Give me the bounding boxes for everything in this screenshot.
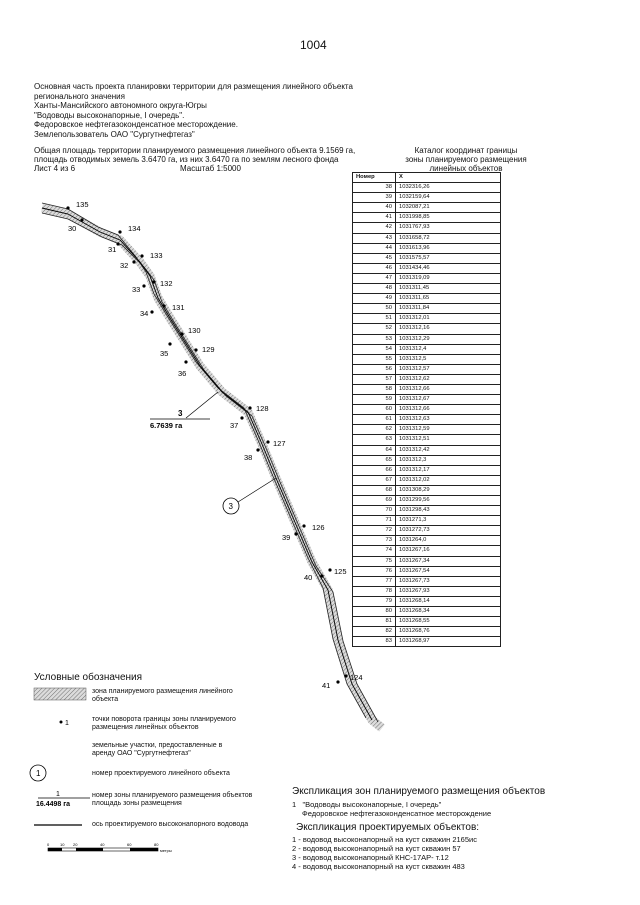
turning-point xyxy=(180,332,183,335)
row-x-value: 1031312,57 xyxy=(396,364,501,374)
point-label: 37 xyxy=(230,421,239,430)
row-number: 39 xyxy=(353,193,396,203)
point-label: 135 xyxy=(76,200,89,209)
legend-circle-label: 1 xyxy=(36,769,41,778)
point-label: 32 xyxy=(120,261,129,270)
scale-tick: 80 xyxy=(154,842,159,847)
scale-tick: 60 xyxy=(127,842,132,847)
row-number: 48 xyxy=(353,284,396,294)
legend-zone-num-text: номер зоны планируемого размещения объектов xyxy=(92,792,253,799)
explication-zones-title: Экспликация зон планируемого размещения объектов xyxy=(292,786,546,797)
scale-unit: метры xyxy=(160,848,172,853)
row-number: 43 xyxy=(353,233,396,243)
row-number: 55 xyxy=(353,354,396,364)
point-label: 133 xyxy=(150,251,163,260)
point-label: 127 xyxy=(273,439,286,448)
legend-point-symbol xyxy=(60,721,63,724)
row-number: 80 xyxy=(353,607,396,617)
point-label: 39 xyxy=(282,533,291,542)
row-x-value: 1031308,29 xyxy=(396,485,501,495)
explication-object-item: 1 - водовод высоконапорный на куст скважин 2165ис xyxy=(292,835,477,844)
row-number: 83 xyxy=(353,637,396,647)
legend-zone-symbol xyxy=(34,688,86,700)
row-number: 66 xyxy=(353,465,396,475)
row-x-value: 1031613,96 xyxy=(396,243,501,253)
row-x-value: 1031658,72 xyxy=(396,233,501,243)
planned-zone-strip xyxy=(42,208,382,728)
explication-objects-title: Экспликация проектируемых объектов: xyxy=(296,822,480,833)
row-x-value: 1031268,97 xyxy=(396,637,501,647)
row-number: 75 xyxy=(353,556,396,566)
turning-point xyxy=(194,348,197,351)
turning-point xyxy=(150,310,153,313)
row-x-value: 1031312,66 xyxy=(396,384,501,394)
row-number: 54 xyxy=(353,344,396,354)
row-x-value: 1032087,21 xyxy=(396,203,501,213)
turning-point xyxy=(294,532,297,535)
point-label: 134 xyxy=(128,224,141,233)
turning-point xyxy=(168,342,171,345)
legend-axis-text: ось проектируемого высоконапорного водовода xyxy=(92,821,249,828)
catalog-title-line: зоны планируемого размещения xyxy=(405,155,527,164)
scale-tick: 0 xyxy=(47,842,50,847)
row-number: 70 xyxy=(353,506,396,516)
row-number: 68 xyxy=(353,485,396,495)
row-number: 72 xyxy=(353,526,396,536)
zone-number-label: 3 xyxy=(178,409,183,418)
row-x-value: 1031264,0 xyxy=(396,536,501,546)
row-number: 52 xyxy=(353,324,396,334)
row-number: 62 xyxy=(353,425,396,435)
point-label: 41 xyxy=(322,681,331,690)
sheet-number: Лист 4 из 6 xyxy=(34,164,76,173)
row-number: 40 xyxy=(353,203,396,213)
row-x-value: 1032159,64 xyxy=(396,193,501,203)
pipeline-axis xyxy=(42,208,372,720)
row-x-value: 1031268,55 xyxy=(396,617,501,627)
row-x-value: 1031434,46 xyxy=(396,263,501,273)
turning-point xyxy=(328,568,331,571)
point-label: 36 xyxy=(178,369,187,378)
turning-point xyxy=(302,524,305,527)
row-x-value: 1031998,85 xyxy=(396,213,501,223)
point-label: 34 xyxy=(140,309,149,318)
row-number: 77 xyxy=(353,576,396,586)
row-number: 63 xyxy=(353,435,396,445)
row-number: 74 xyxy=(353,546,396,556)
explication-zone-text: "Водоводы высоконапорные, I очередь" xyxy=(302,800,442,809)
row-x-value: 1031268,34 xyxy=(396,607,501,617)
legend-zone-area-text: площадь зоны размещения xyxy=(92,800,182,807)
row-number: 51 xyxy=(353,314,396,324)
row-x-value: 1031267,16 xyxy=(396,546,501,556)
point-label: 128 xyxy=(256,404,269,413)
row-x-value: 1031312,59 xyxy=(396,425,501,435)
row-x-value: 1031312,01 xyxy=(396,314,501,324)
row-number: 44 xyxy=(353,243,396,253)
row-x-value: 1031312,3 xyxy=(396,455,501,465)
page-number: 1004 xyxy=(300,38,327,52)
row-number: 38 xyxy=(353,183,396,193)
row-number: 76 xyxy=(353,566,396,576)
legend-zone-area: 16.4498 га xyxy=(36,801,71,808)
map-scale: Масштаб 1:5000 xyxy=(180,164,241,173)
row-x-value: 1031272,73 xyxy=(396,526,501,536)
object-number-label: 3 xyxy=(228,502,233,511)
row-x-value: 1031298,43 xyxy=(396,506,501,516)
explication-object-item: 3 - водовод высоконапорный КНС-17АР- т.12 xyxy=(292,853,449,862)
scale-bar-segment xyxy=(48,848,62,851)
row-number: 50 xyxy=(353,304,396,314)
point-label: 130 xyxy=(188,326,201,335)
point-label: 125 xyxy=(334,567,347,576)
point-label: 33 xyxy=(132,285,141,294)
catalog-title-line: линейных объектов xyxy=(429,164,503,173)
legend-title: Условные обозначения xyxy=(34,672,143,683)
turning-point xyxy=(118,230,121,233)
point-label: 126 xyxy=(312,523,325,532)
explication-object-item: 4 - водовод высоконапорный на куст скважин 483 xyxy=(292,862,465,871)
row-number: 56 xyxy=(353,364,396,374)
header-line: "Водоводы высоконапорные, I очередь". xyxy=(34,110,185,120)
row-number: 47 xyxy=(353,273,396,283)
row-number: 82 xyxy=(353,627,396,637)
row-number: 78 xyxy=(353,586,396,596)
row-number: 61 xyxy=(353,415,396,425)
row-x-value: 1031312,42 xyxy=(396,445,501,455)
zone-boundary-left xyxy=(42,203,366,718)
row-x-value: 1031312,16 xyxy=(396,324,501,334)
scale-bar-segment xyxy=(130,848,158,851)
turning-point xyxy=(240,416,243,419)
row-x-value: 1031312,51 xyxy=(396,435,501,445)
scale-bar xyxy=(47,842,172,853)
row-number: 73 xyxy=(353,536,396,546)
row-x-value: 1031311,65 xyxy=(396,294,501,304)
scale-bar-segment xyxy=(76,848,103,851)
row-x-value: 1031311,45 xyxy=(396,284,501,294)
turning-point xyxy=(152,280,155,283)
row-number: 46 xyxy=(353,263,396,273)
row-x-value: 1031299,56 xyxy=(396,496,501,506)
row-x-value: 1031311,84 xyxy=(396,304,501,314)
row-number: 60 xyxy=(353,405,396,415)
point-label: 35 xyxy=(160,349,169,358)
row-x-value: 1031268,14 xyxy=(396,596,501,606)
row-x-value: 1031767,93 xyxy=(396,223,501,233)
scale-tick: 10 xyxy=(60,842,65,847)
point-label: 38 xyxy=(244,453,253,462)
row-number: 64 xyxy=(353,445,396,455)
row-number: 59 xyxy=(353,395,396,405)
legend-point-label: 1 xyxy=(65,720,69,727)
row-x-value: 1031575,57 xyxy=(396,253,501,263)
zone-boundary-right xyxy=(42,213,378,722)
legend-zone-text: зона планируемого размещения линейного объекта xyxy=(92,688,233,703)
point-label: 124 xyxy=(350,673,363,682)
header-line: регионального значения xyxy=(34,91,125,101)
turning-point xyxy=(116,242,119,245)
turning-point xyxy=(140,254,143,257)
point-label: 31 xyxy=(108,245,117,254)
explication-zone-field: Федоровское нефтегазоконденсатное месторождение xyxy=(302,809,492,818)
row-number: 67 xyxy=(353,475,396,485)
turning-point xyxy=(344,674,347,677)
turning-point xyxy=(266,440,269,443)
row-x-value: 1031267,93 xyxy=(396,586,501,596)
row-x-value: 1031312,29 xyxy=(396,334,501,344)
explication-zone-line xyxy=(292,800,441,809)
row-x-value: 1031267,54 xyxy=(396,566,501,576)
row-number: 79 xyxy=(353,596,396,606)
turning-point xyxy=(80,218,83,221)
turning-points xyxy=(66,206,347,683)
col-x-header: X xyxy=(396,173,501,183)
legend-zone-num: 1 xyxy=(56,791,60,798)
row-x-value: 1031271,3 xyxy=(396,516,501,526)
row-number: 53 xyxy=(353,334,396,344)
row-x-value: 1032316,26 xyxy=(396,183,501,193)
row-x-value: 1031319,09 xyxy=(396,273,501,283)
turning-point xyxy=(336,680,339,683)
row-number: 71 xyxy=(353,516,396,526)
header-line: Ханты-Мансийского автономного округа-Югры xyxy=(34,101,207,110)
turning-point xyxy=(256,448,259,451)
explication-object-item: 2 - водовод высоконапорный на куст скважин 57 xyxy=(292,844,461,853)
point-label: 132 xyxy=(160,279,173,288)
point-label: 131 xyxy=(172,303,185,312)
object-leader-line xyxy=(238,478,276,502)
row-x-value: 1031267,73 xyxy=(396,576,501,586)
zone-leader-line xyxy=(186,392,218,418)
row-x-value: 1031312,63 xyxy=(396,415,501,425)
row-x-value: 1031312,17 xyxy=(396,465,501,475)
turning-point xyxy=(142,284,145,287)
col-number-header: Номер xyxy=(353,173,396,183)
row-x-value: 1031267,34 xyxy=(396,556,501,566)
scale-tick: 40 xyxy=(100,842,105,847)
header-line: Основная часть проекта планировки территории для размещения линейного объекта xyxy=(34,82,353,91)
row-number: 81 xyxy=(353,617,396,627)
legend-point-text: точки поворота границы зоны планируемого размещения линейных объектов xyxy=(92,716,236,731)
row-x-value: 1031268,76 xyxy=(396,627,501,637)
turning-point xyxy=(320,574,323,577)
point-label: 129 xyxy=(202,345,215,354)
area-line: площадь отводимых земель 3.6470 га, из них 3.6470 га по землям лесного фонда xyxy=(34,155,339,164)
row-x-value: 1031312,66 xyxy=(396,405,501,415)
turning-point xyxy=(184,360,187,363)
row-number: 69 xyxy=(353,496,396,506)
point-label: 30 xyxy=(68,224,77,233)
row-number: 41 xyxy=(353,213,396,223)
area-line: Общая площадь территории планируемого размещения линейного объекта 9.1569 га, xyxy=(34,146,356,155)
catalog-title-line: Каталог координат границы xyxy=(414,146,518,155)
row-number: 65 xyxy=(353,455,396,465)
row-number: 45 xyxy=(353,253,396,263)
row-x-value: 1031312,02 xyxy=(396,475,501,485)
row-number: 57 xyxy=(353,374,396,384)
row-x-value: 1031312,4 xyxy=(396,344,501,354)
header-line: Землепользователь ОАО "Сургутнефтегаз" xyxy=(34,129,195,139)
row-number: 58 xyxy=(353,384,396,394)
scale-tick: 20 xyxy=(73,842,78,847)
row-x-value: 1031312,5 xyxy=(396,354,501,364)
row-number: 42 xyxy=(353,223,396,233)
row-number: 49 xyxy=(353,294,396,304)
header-line: Федоровское нефтегазоконденсатное месторождение. xyxy=(34,120,238,129)
explication-zone-number: 1 xyxy=(292,800,297,809)
point-label: 40 xyxy=(304,573,313,582)
zone-area-label: 6.7639 га xyxy=(150,421,183,430)
turning-point xyxy=(162,304,165,307)
turning-point xyxy=(66,206,69,209)
turning-point xyxy=(248,406,251,409)
turning-point xyxy=(132,260,135,263)
row-x-value: 1031312,67 xyxy=(396,395,501,405)
row-x-value: 1031312,62 xyxy=(396,374,501,384)
legend-object-text: номер проектируемого линейного объекта xyxy=(92,770,230,777)
legend-lease-text: земельные участки, предоставленные в аренду ОАО "Сургутнефтегаз" xyxy=(92,742,223,757)
